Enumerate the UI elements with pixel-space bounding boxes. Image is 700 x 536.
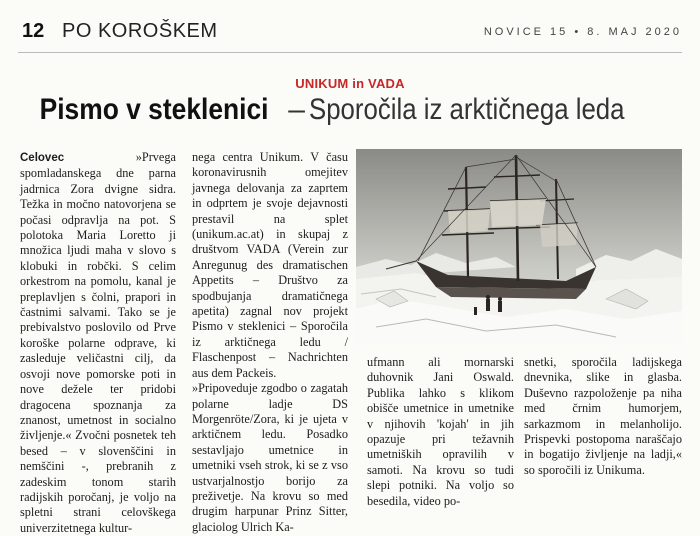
column-3-text: ufmann ali mornarski duhovnik Jani Oswald. Publika lahko s klikom obišče umetnice in umetnike v njihovih 'kojah' in jih opazuje pri težavnih umetniških opravilih v samoti. Na krovu so tudi slepi potniki. Na voljo so besedila, video po- — [367, 355, 514, 508]
publication-date-line: NOVICE 15 • 8. MAJ 2020 — [483, 26, 682, 38]
header-rule — [18, 52, 682, 53]
article-photo — [356, 149, 682, 345]
article-column-2 — [192, 150, 348, 535]
column-2-paragraph-1: nega centra Unikum. V času koronavirusnih omejitev javnega delovanja za zaprtem in odprtem je svoje dejavnosti prestavil na splet (unikum.ac.at) in skupaj z društvom VADA (Verein zur Anregunug des dramatischen Appetits – Društvo za spodbujanja dramatičnega apetita) zagnal nov projekt Pismo v steklenici – Sporočila iz arktičnega ledu / Flaschenpost – Nachrichten aus dem Packeis. — [192, 150, 348, 380]
page-number: 12 — [22, 20, 45, 42]
headline-main: Pismo v steklenici — [39, 93, 269, 126]
column-1-text: »Prvega spomladanskega dne parna jadrnica Zora dvigne sidra. Težka in močno natovorjena se počasi odpravlja na pot. S polotoka Maria Loretto ji množica ljudi maha v slovo s klobuki in robčki. S celim orkestrom na pomolu, kanal je preplavljen s čolni, prapori in častnimi salvami. Tako se je prebivalstvo poslovilo od Prve koroške polarne odprave, ki zasleduje veličastni cilj, da osvoji nove pomorske poti in nove dežele ter pridobi dragocena spoznanja za znanost, umetnost in socialno življenje.« Zvočni posnetek teh besed – v slovenščini in nemščini -, prebranih z zadeskim tonom starih radijskih poročanj, je voljo na spletni strani celovškega univerzitetnega kultur- — [20, 150, 176, 535]
article-headline — [0, 92, 700, 128]
column-4-text: snetki, sporočila ladijskega dnevnika, slike in glasba. Duševno razpoloženje pa niha med črnim humorjem, sarkazmom in melanholijo. Prispevki postopoma naraščajo in bogatijo življenje na ladji,« so sporočili iz Unikuma. — [524, 355, 682, 477]
headline-dash: – — [288, 93, 305, 126]
dateline: Celovec — [20, 152, 65, 164]
headline-subtitle: Sporočila iz arktičnega leda — [308, 93, 625, 126]
section-name: PO KOROŠKEM — [62, 20, 218, 42]
column-2-paragraph-2: »Pripoveduje zgodbo o zagatah polarne ladje DS Morgenröte/Zora, ki je ujeta v arktičnem ledu. Posadko sestavljajo umetnice in umetniki vseh strok, ki se z vso ustvarjalnostjo borijo za preživetje. Na krovu so med drugim harpunar Prinz Sitter, glaciolog Ulrich Ka- — [192, 381, 348, 534]
ship-in-ice-illustration — [356, 149, 682, 345]
article-column-4 — [524, 355, 682, 478]
article-column-3 — [367, 355, 514, 509]
article-kicker: UNIKUM in VADA — [295, 76, 405, 91]
article-column-1 — [20, 150, 176, 536]
page-header — [0, 0, 700, 48]
